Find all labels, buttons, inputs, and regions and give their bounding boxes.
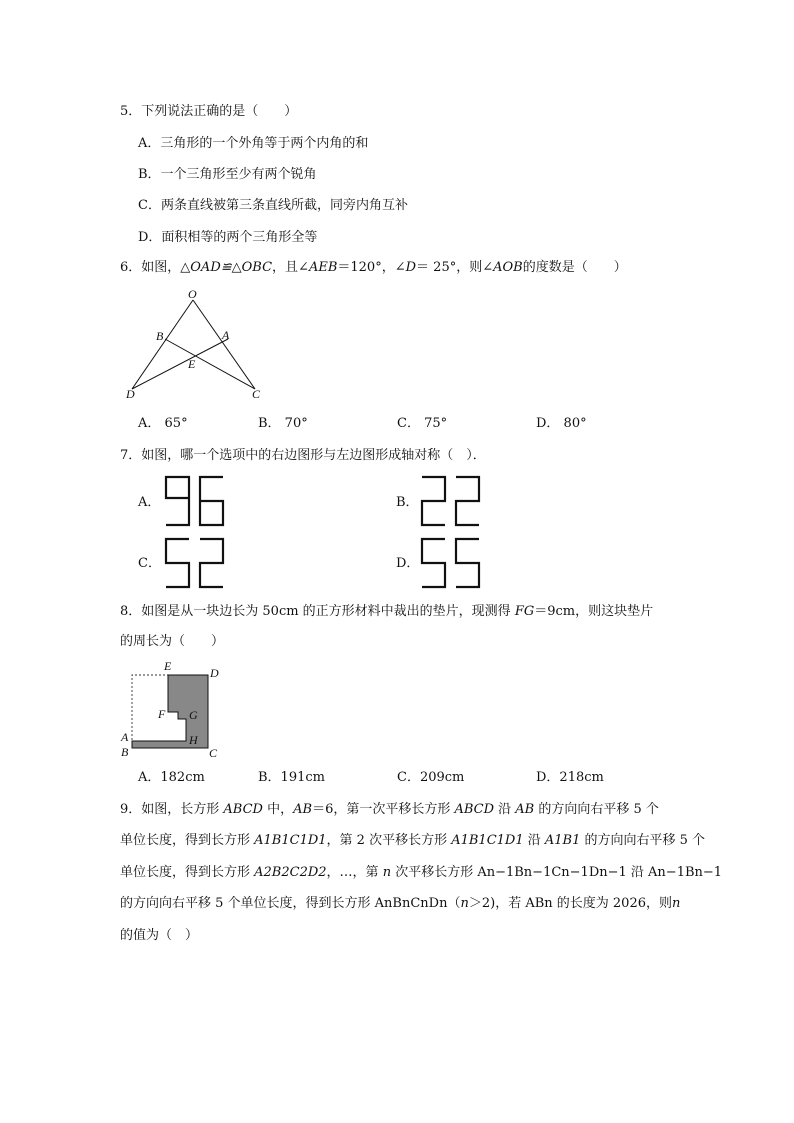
label-F: F <box>158 707 166 721</box>
q6-option-a[interactable]: A． 65° <box>138 416 188 431</box>
label-C: C <box>209 746 218 760</box>
q6-option-b[interactable]: B． 70° <box>258 416 308 431</box>
label-H: H <box>189 733 198 747</box>
q7-option-d-figure[interactable] <box>416 535 488 591</box>
q5-option-c[interactable]: C．两条直线被第三条直线所截，同旁内角互补 <box>138 198 408 213</box>
label-C: C <box>252 387 261 401</box>
q6-triangle-figure <box>120 286 270 404</box>
label-A: A <box>222 328 230 342</box>
label-D: D <box>126 387 135 401</box>
q6-congruence: △OAD≌△OBC <box>180 260 273 275</box>
label-O: O <box>188 287 197 301</box>
q8-option-c[interactable]: C．209cm <box>397 770 465 785</box>
label-B: B <box>156 329 164 343</box>
q5-option-a[interactable]: A．三角形的一个外角等于两个内角的和 <box>138 136 369 151</box>
label-A: A <box>121 730 129 744</box>
q7-option-b-figure[interactable] <box>416 473 488 529</box>
q9-stem-line2: 单位长度，得到长方形 A1B1C1D1，第 2 次平移长方形 A1B1C1D1 沿 A1B1 的方向向右平移 5 个 <box>120 833 706 848</box>
q8-option-b[interactable]: B．191cm <box>258 770 325 785</box>
q9-stem-line1: 9．如图，长方形 ABCD 中，AB＝6，第一次平移长方形 ABCD 沿 AB 的方向向右平移 5 个 <box>120 802 659 817</box>
q8-option-d[interactable]: D．218cm <box>536 770 604 785</box>
q7-option-a-label[interactable]: A． <box>138 495 161 510</box>
q7-option-a-figure[interactable] <box>160 473 232 529</box>
q8-stem-line2: 的周长为（ ） <box>120 634 225 649</box>
q5-option-d[interactable]: D．面积相等的两个三角形全等 <box>138 230 318 245</box>
q5-stem: 5．下列说法正确的是（ ） <box>120 104 298 119</box>
q9-stem-line3: 单位长度，得到长方形 A2B2C2D2，…，第 n 次平移长方形 An−1Bn−1Cn−1Dn−1 沿 An−1Bn−1 <box>120 865 723 880</box>
q6-option-d[interactable]: D． 80° <box>536 416 587 431</box>
label-E: E <box>164 659 172 673</box>
q7-option-c-label[interactable]: C． <box>138 556 161 571</box>
label-G: G <box>189 708 198 722</box>
q8-option-a[interactable]: A．182cm <box>138 770 205 785</box>
q7-option-b-label[interactable]: B． <box>396 495 419 510</box>
label-B: B <box>121 745 129 759</box>
q5-option-b[interactable]: B．一个三角形至少有两个锐角 <box>138 167 317 182</box>
label-D: D <box>210 666 219 680</box>
q9-stem-line5: 的值为（ ） <box>120 928 199 943</box>
q6-stem: 6．如图，△OAD≌△OBC，且∠AEB＝120°，∠D＝ 25°，则∠AOB的度数是（ ） <box>120 260 627 275</box>
q8-stem-line1: 8．如图是从一块边长为 50cm 的正方形材料中裁出的垫片，现测得 FG＝9cm，则这块垫片 <box>120 604 654 619</box>
q7-option-d-label[interactable]: D． <box>396 556 420 571</box>
q7-option-c-figure[interactable] <box>160 535 232 591</box>
q8-gasket-figure <box>118 657 228 761</box>
q9-stem-line4: 的方向向右平移 5 个单位长度，得到长方形 AnBnCnDn（n＞2)，若 ABn 的长度为 2026，则n <box>120 896 681 911</box>
q6-option-c[interactable]: C． 75° <box>397 416 448 431</box>
label-E: E <box>188 357 196 371</box>
q7-stem: 7．如图，哪一个选项中的右边图形与左边图形成轴对称（ ）． <box>120 448 486 463</box>
